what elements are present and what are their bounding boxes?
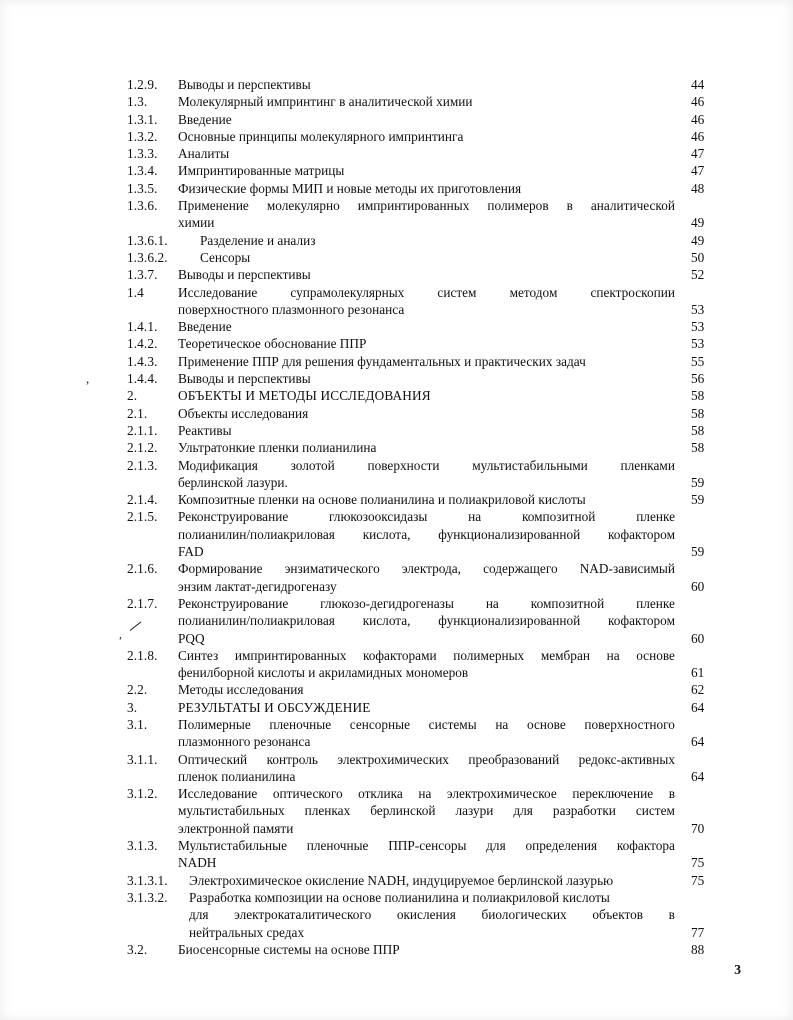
toc-entry[interactable] [127, 457, 719, 492]
toc-entry-page-number: 77 [691, 924, 705, 940]
toc-entry[interactable] [127, 318, 719, 335]
toc-entry-page-number: 64 [691, 699, 705, 715]
toc-entry-page-number: 47 [691, 146, 705, 162]
toc-word: электрохимическое [446, 786, 557, 802]
toc-entry-line [178, 526, 675, 543]
toc-word: пленке [636, 595, 675, 611]
toc-entry[interactable] [127, 595, 719, 647]
toc-word: NAD-зависимый [579, 561, 675, 577]
toc-word: основе [636, 647, 675, 663]
toc-entry[interactable] [127, 180, 719, 197]
toc-entry-number: 3.2. [127, 941, 148, 957]
toc-word: лазури [455, 803, 494, 819]
toc-entry-number: 3.1.1. [127, 751, 158, 767]
toc-entry-page-number: 53 [691, 336, 705, 352]
toc-entry-line: берлинской лазури. [178, 474, 288, 490]
toc-entry-line: Композитные пленки на основе полианилина и полиакриловой кислоты [178, 492, 586, 508]
toc-entry[interactable] [127, 405, 719, 422]
toc-word: импринтированных [357, 198, 470, 214]
toc-entry-number: 1.3.3. [127, 146, 158, 162]
toc-entry[interactable] [127, 751, 719, 786]
toc-entry-line: PQQ [178, 630, 205, 646]
toc-entry-title [189, 872, 681, 889]
toc-entry-number: 2.1.8. [127, 647, 158, 663]
toc-word: Полимерные [178, 716, 251, 732]
toc-entry-line: Реактивы [178, 422, 232, 438]
toc-entry-title [178, 335, 681, 352]
toc-entry-page-number: 60 [691, 630, 705, 646]
toc-entry[interactable] [127, 837, 719, 872]
toc-entry-line: Введение [178, 319, 232, 335]
toc-entry-title [178, 751, 681, 786]
toc-entry[interactable] [127, 681, 719, 698]
toc-entry[interactable] [127, 422, 719, 439]
toc-entry-line: Выводы и перспективы [178, 371, 311, 387]
toc-word: глюкозооксидазы [329, 509, 428, 525]
toc-word: энзиматического [284, 561, 380, 577]
toc-entry-title [189, 889, 681, 941]
toc-word: супрамолекулярных [290, 284, 405, 300]
toc-word: Исследование [178, 284, 258, 300]
toc-entry-line: Биосенсорные системы на основе ППР [178, 941, 400, 957]
toc-entry[interactable] [127, 647, 719, 682]
toc-entry[interactable] [127, 335, 719, 352]
toc-entry-line: поверхностного плазмонного резонанса [178, 301, 405, 317]
toc-entry-page-number: 64 [691, 734, 705, 750]
toc-word: окисления [396, 907, 456, 923]
toc-entry-line: Методы исследования [178, 682, 304, 698]
toc-entry-page-number: 48 [691, 180, 705, 196]
toc-word: отклика [358, 786, 403, 802]
toc-entry-title [178, 111, 681, 128]
toc-entry-line [178, 612, 675, 629]
toc-entry[interactable] [127, 785, 719, 837]
toc-entry-line [178, 284, 675, 301]
toc-entry-line: NADH [178, 855, 217, 871]
toc-entry-title [178, 422, 681, 439]
toc-entry-line: Введение [178, 111, 232, 127]
toc-word: в [566, 198, 573, 214]
toc-word: поверхностного [584, 716, 675, 732]
toc-entry-title [178, 699, 681, 716]
toc-word: полимеров [487, 198, 549, 214]
toc-word: глюкозо-дегидрогеназы [320, 595, 454, 611]
toc-entry-page-number: 59 [691, 474, 705, 490]
toc-entry-number: 1.3.5. [127, 180, 158, 196]
toc-entry-page-number: 88 [691, 941, 705, 957]
toc-entry-number: 1.4.3. [127, 353, 158, 369]
toc-entry-line [178, 837, 675, 854]
toc-entry[interactable] [127, 560, 719, 595]
toc-entry-number: 3. [127, 699, 138, 715]
toc-entry-line [178, 716, 675, 733]
toc-word: основе [527, 716, 566, 732]
toc-entry-number: 3.1. [127, 716, 148, 732]
toc-entry-page-number: 46 [691, 94, 705, 110]
toc-word: кислота, [362, 613, 411, 629]
toc-entry-line: Объекты исследования [178, 405, 309, 421]
toc-entry[interactable] [127, 353, 719, 370]
toc-entry-number: 1.3.4. [127, 163, 158, 179]
toc-word: на [485, 595, 499, 611]
toc-entry-page-number: 60 [691, 578, 705, 594]
toc-entry-title [178, 647, 681, 682]
toc-word: электрохимических [337, 751, 449, 767]
toc-entry-line [178, 595, 675, 612]
toc-entry-title [178, 837, 681, 872]
toc-entry-title [178, 941, 681, 958]
toc-word: пленках [304, 803, 351, 819]
toc-word: полимерных [453, 647, 525, 663]
toc-entry-page-number: 44 [691, 77, 705, 92]
toc-entry-page-number: 58 [691, 405, 705, 421]
toc-entry[interactable] [127, 370, 719, 387]
toc-word: золотой [290, 457, 335, 473]
toc-entry[interactable] [127, 197, 719, 232]
toc-word: системы [428, 716, 477, 732]
toc-entry-number: 2. [127, 388, 138, 404]
toc-entry[interactable] [127, 128, 719, 145]
toc-word: в [668, 907, 675, 923]
toc-entry-page-number: 59 [691, 544, 705, 560]
toc-entry-number: 1.3.1. [127, 111, 158, 127]
toc-word: электрокаталитического [234, 907, 372, 923]
toc-word: содержащего [483, 561, 558, 577]
toc-entry-page-number: 47 [691, 163, 705, 179]
toc-entry-number: 2.1.7. [127, 595, 158, 611]
toc-entry[interactable] [127, 249, 719, 266]
toc-entry-title [178, 508, 681, 560]
toc-entry-page-number: 58 [691, 388, 705, 404]
toc-entry-number: 2.2. [127, 682, 148, 698]
toc-entry-number: 1.3.6.2. [127, 249, 168, 265]
toc-entry-page-number: 56 [691, 371, 705, 387]
toc-entry-line [178, 508, 675, 525]
toc-entry-title [178, 716, 681, 751]
toc-word: ППР-сенсоры [388, 838, 467, 854]
toc-entry[interactable] [127, 439, 719, 456]
toc-entry-line: Разработка композиции на основе полианилина и полиакриловой кислоты [189, 889, 610, 905]
toc-entry-number: 1.3.2. [127, 128, 158, 144]
toc-word: переключение [572, 786, 654, 802]
toc-word: кофактором [608, 613, 675, 629]
toc-word: на [495, 716, 509, 732]
toc-entry[interactable] [127, 111, 719, 128]
toc-entry-line: энзим лактат-дегидрогеназу [178, 578, 337, 594]
toc-entry-title [178, 145, 681, 162]
toc-word: пленочные [269, 716, 332, 732]
toc-entry-title [178, 284, 681, 319]
toc-word: функционализированной [438, 613, 581, 629]
toc-entry-page-number: 52 [691, 267, 705, 283]
toc-entry-line: фенилборной кислоты и акриламидных мономеров [178, 665, 469, 681]
toc-entry-number: 2.1. [127, 405, 148, 421]
toc-word: Реконструирование [178, 595, 289, 611]
toc-entry-number: 1.4 [127, 284, 144, 300]
toc-entry-line: ОБЪЕКТЫ И МЕТОДЫ ИССЛЕДОВАНИЯ [178, 388, 431, 404]
toc-entry-line: Выводы и перспективы [178, 77, 311, 92]
toc-entry-line: Применение ППР для решения фундаментальных и практических задач [178, 353, 586, 369]
toc-entry-number: 1.3. [127, 94, 148, 110]
toc-word: Модификация [178, 457, 258, 473]
toc-entry-line: Электрохимическое окисление NADH, индуцируемое берлинской лазурью [189, 872, 614, 888]
toc-entry-page-number: 59 [691, 492, 705, 508]
toc-word: Синтез [178, 647, 219, 663]
toc-word: композитной [530, 595, 605, 611]
toc-word: кислота, [362, 526, 411, 542]
toc-word: редокс-активных [578, 751, 675, 767]
toc-word: полианилин/полиакриловая [178, 526, 335, 542]
toc-entry-page-number: 49 [691, 232, 705, 248]
toc-word: систем [437, 284, 477, 300]
toc-entry-number: 1.3.6. [127, 198, 158, 214]
toc-entry-number: 2.1.3. [127, 457, 158, 473]
toc-entry-page-number: 58 [691, 440, 705, 456]
toc-entry-line: Аналиты [178, 146, 230, 162]
toc-entry-line: Основные принципы молекулярного импринтинга [178, 128, 464, 144]
toc-entry-page-number: 53 [691, 301, 705, 317]
toc-word: пленке [636, 509, 675, 525]
toc-word: сенсорные [349, 716, 411, 732]
toc-word: мембран [540, 647, 590, 663]
toc-entry-title [178, 405, 681, 422]
toc-entry-line [178, 751, 675, 768]
toc-entry-number: 3.1.3.1. [127, 872, 168, 888]
toc-entry-line: химии [178, 215, 215, 231]
toc-entry-title [178, 387, 681, 404]
toc-word: электрода, [401, 561, 461, 577]
toc-word: на [606, 647, 620, 663]
toc-entry-title [178, 266, 681, 283]
toc-entry[interactable] [127, 266, 719, 283]
toc-word: объектов [592, 907, 644, 923]
toc-entry-line: Выводы и перспективы [178, 267, 311, 283]
toc-entry-page-number: 49 [691, 215, 705, 231]
toc-word: методом [509, 284, 558, 300]
toc-entry-line: Сенсоры [200, 249, 251, 265]
toc-entry[interactable] [127, 699, 719, 716]
toc-word: оптического [272, 786, 343, 802]
toc-entry-title [178, 491, 681, 508]
toc-entry-title [178, 560, 681, 595]
toc-entry[interactable] [127, 872, 719, 889]
toc-word: функционализированной [438, 526, 581, 542]
toc-word: аналитической [590, 198, 675, 214]
toc-entry-page-number: 55 [691, 353, 705, 369]
toc-entry-line: нейтральных средах [189, 924, 305, 940]
toc-word: контроль [266, 751, 318, 767]
toc-word: Формирование [178, 561, 263, 577]
toc-entry[interactable] [127, 93, 719, 110]
toc-word: спектроскопии [590, 284, 675, 300]
toc-entry-title [178, 197, 681, 232]
toc-entry-title [178, 785, 681, 837]
toc-entry-line: Ультратонкие пленки полианилина [178, 440, 377, 456]
toc-entry-number: 2.1.1. [127, 422, 158, 438]
toc-entry-line: FAD [178, 544, 204, 560]
toc-entry-number: 1.3.7. [127, 267, 158, 283]
toc-entry-title [178, 93, 681, 110]
toc-entry-line: Импринтированные матрицы [178, 163, 345, 179]
toc-word: молекулярно [266, 198, 340, 214]
toc-entry-title [178, 439, 681, 456]
toc-entry-number: 2.1.4. [127, 492, 158, 508]
toc-entry-page-number: 75 [691, 872, 705, 888]
toc-entry[interactable] [127, 889, 719, 941]
toc-entry-line [178, 197, 675, 214]
toc-entry-page-number: 58 [691, 422, 705, 438]
toc-entry-number: 3.1.2. [127, 786, 158, 802]
toc-entry-number: 2.1.6. [127, 561, 158, 577]
toc-entry-title [178, 180, 681, 197]
toc-word: пленочные [306, 838, 369, 854]
toc-word: мультистабильных [178, 803, 285, 819]
toc-word: кофактора [616, 838, 675, 854]
toc-entry-title [200, 232, 681, 249]
toc-word: для [486, 838, 506, 854]
toc-word: преобразований [468, 751, 560, 767]
toc-entry-title [200, 249, 681, 266]
toc-word: берлинской [370, 803, 436, 819]
toc-word: Исследование [178, 786, 258, 802]
toc-entry-page-number: 70 [691, 820, 705, 836]
toc-entry-line: электронной памяти [178, 820, 294, 836]
toc-word: кофактором [608, 526, 675, 542]
toc-word: в [668, 786, 675, 802]
toc-entry[interactable] [127, 162, 719, 179]
toc-word: композитной [521, 509, 596, 525]
toc-entry-line: плазмонного резонанса [178, 734, 311, 750]
toc-word: Оптический [178, 751, 248, 767]
toc-entry-page-number: 53 [691, 319, 705, 335]
toc-entry-number: 3.1.3.2. [127, 889, 168, 905]
toc-entry-title [178, 595, 681, 647]
toc-entry-title [178, 681, 681, 698]
toc-entry-line: РЕЗУЛЬТАТЫ И ОБСУЖДЕНИЕ [178, 699, 371, 715]
toc-word: Применение [178, 198, 249, 214]
toc-entry-title [178, 370, 681, 387]
toc-entry-page-number: 46 [691, 111, 705, 127]
toc-word: поверхности [367, 457, 440, 473]
toc-word: разработки [552, 803, 616, 819]
toc-entry[interactable] [127, 232, 719, 249]
toc-entry[interactable] [127, 491, 719, 508]
toc-word: полианилин/полиакриловая [178, 613, 335, 629]
toc-entry-line [178, 785, 675, 802]
toc-entry-line [178, 560, 675, 577]
toc-word: на [468, 509, 482, 525]
toc-entry-number: 2.1.5. [127, 509, 158, 525]
toc-word: определения [525, 838, 598, 854]
toc-word: биологических [481, 907, 567, 923]
toc-entry[interactable] [127, 145, 719, 162]
toc-entry-page-number: 75 [691, 855, 705, 871]
toc-entry-number: 1.3.6.1. [127, 232, 168, 248]
toc-entry-title [178, 76, 681, 93]
toc-entry-number: 1.4.4. [127, 371, 158, 387]
toc-entry-line: Разделение и анализ [200, 232, 316, 248]
toc-word: на [418, 786, 432, 802]
toc-entry-title [178, 162, 681, 179]
toc-entry-line [189, 906, 675, 923]
toc-entry[interactable] [127, 387, 719, 404]
toc-word: Реконструирование [178, 509, 289, 525]
toc-entry-page-number: 62 [691, 682, 705, 698]
toc-entry-page-number: 50 [691, 249, 705, 265]
toc-entry-line [178, 802, 675, 819]
toc-word: мультистабильными [472, 457, 588, 473]
toc-entry-title [178, 457, 681, 492]
toc-entry[interactable] [127, 284, 719, 319]
toc-entry-line: пленок полианилина [178, 768, 296, 784]
toc-entry-page-number: 64 [691, 768, 705, 784]
scan-artifact-strike-mark: , [119, 627, 122, 641]
toc-entry-title [178, 318, 681, 335]
toc-entry[interactable] [127, 508, 719, 560]
toc-entry-number: 1.4.1. [127, 319, 158, 335]
toc-entry-line: Теоретическое обоснование ППР [178, 336, 367, 352]
toc-word: для [189, 907, 209, 923]
toc-entry-number: 1.4.2. [127, 336, 158, 352]
toc-word: кофакторами [363, 647, 437, 663]
toc-word: пленками [620, 457, 675, 473]
toc-entry-page-number: 46 [691, 128, 705, 144]
toc-word: Мультистабильные [178, 838, 287, 854]
toc-entry[interactable] [127, 941, 719, 958]
toc-entry-line [178, 647, 675, 664]
toc-entry-page-number: 61 [691, 665, 705, 681]
toc-entry-title [178, 353, 681, 370]
toc-entry-number: 3.1.3. [127, 838, 158, 854]
toc-entry-line [178, 457, 675, 474]
toc-entry[interactable] [127, 76, 719, 93]
toc-entry-line: Молекулярный импринтинг в аналитической химии [178, 94, 473, 110]
toc-word: систем [635, 803, 675, 819]
scan-artifact-left-margin: , [86, 371, 90, 386]
toc-entry-title [178, 128, 681, 145]
page-folio-number: 3 [734, 962, 741, 977]
toc-entry-number: 1.2.9. [127, 77, 158, 92]
toc-entry-line: Физические формы МИП и новые методы их приготовления [178, 180, 522, 196]
toc-entry-number: 2.1.2. [127, 440, 158, 456]
toc-word: импринтированных [234, 647, 347, 663]
table-of-contents [127, 76, 719, 958]
toc-word: для [513, 803, 533, 819]
toc-entry[interactable] [127, 716, 719, 751]
